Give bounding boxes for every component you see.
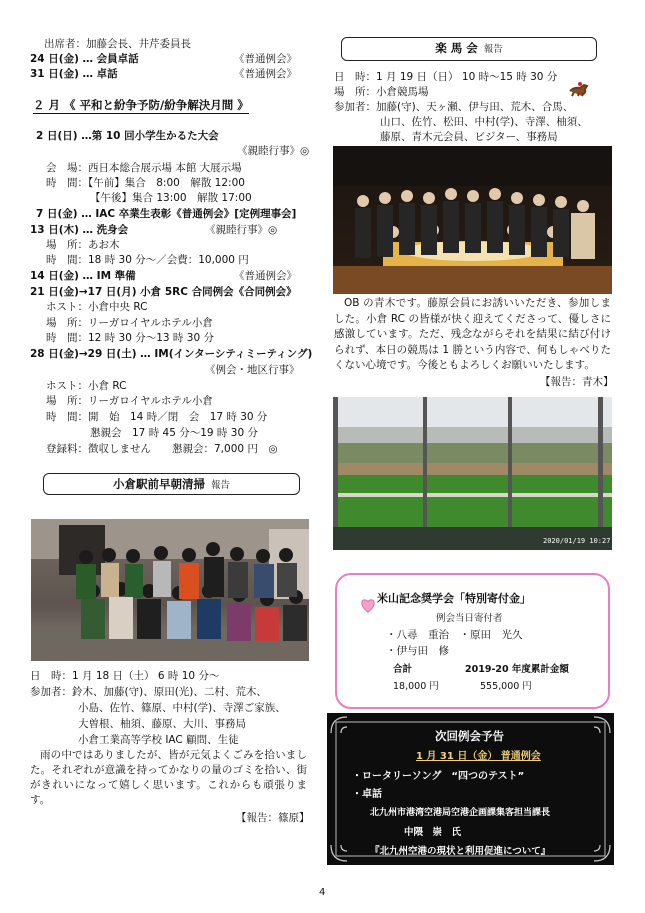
event-line: 《普通例会》	[234, 270, 297, 282]
event-line: 14 日(金) … IM 準備	[30, 270, 136, 282]
next-meeting-title: 次回例会予告	[435, 729, 504, 743]
keiba-info: 場 所：小倉競馬場	[334, 86, 429, 98]
next-meeting-item: 中隈 崇 氏	[404, 827, 462, 838]
cleanup-info: 小倉工業高等学校 IAC 顧問、生徒	[78, 734, 239, 746]
keiba-info: 参加者：加藤(守)、天ヶ瀬、伊与田、荒木、合馬、	[334, 101, 574, 113]
event-line: 時 間：開 始 14 時／閉 会 17 時 30 分	[46, 411, 268, 423]
keiba-info: 日 時：1 月 19 日（日） 10 時～15 時 30 分	[334, 71, 558, 83]
event-line: 時 間：12 時 30 分～13 時 30 分	[46, 332, 214, 344]
cleanup-group-photo	[31, 519, 309, 661]
keiba-info: 山口、佐竹、松田、中村(学)、寺澤、柚須、	[380, 116, 588, 128]
event-line: 場 所：リーガロイヤルホテル小倉	[46, 317, 213, 329]
event-line: 場 所：あお木	[46, 239, 120, 251]
cleanup-info: 参加者：鈴木、加藤(守)、原田(光)、二村、荒木、	[30, 686, 267, 698]
event-line: 13 日(木) … 洗身会	[30, 224, 129, 236]
cleanup-info: 大曽根、柚須、藤原、大川、事務局	[78, 718, 246, 730]
cleanup-title-sub: 報告	[210, 480, 230, 491]
keiba-title-box	[341, 37, 597, 61]
cleanup-title-box	[43, 473, 300, 495]
yoneyama-title: 米山記念奨学会「特別寄付金」	[377, 592, 531, 605]
jan31-event: 31 日(金) … 卓話	[30, 68, 118, 80]
event-line: 場 所：リーガロイヤルホテル小倉	[46, 395, 213, 407]
jan24-event: 24 日(金) … 会員卓話	[30, 53, 139, 65]
cleanup-info: 小島、佐竹、篠原、中村(学)、寺澤ご家族、	[78, 702, 286, 714]
keiba-title-sub: 報告	[483, 44, 503, 55]
attendees: 出席者：加藤会長、井芹委員長	[44, 38, 191, 50]
event-line: 時 間：【午前】集合 8:00 解散 12:00	[46, 177, 245, 189]
keiba-report: 【報告：青木】	[540, 376, 614, 388]
jan31-tag: 《普通例会》	[234, 68, 297, 80]
event-line: ホスト：小倉 RC	[46, 380, 127, 392]
cleanup-report: 【報告：篠原】	[236, 812, 310, 824]
event-line: 【午後】集合 13:00 解散 17:00	[90, 192, 252, 204]
yoneyama-subtitle: 例会当日寄付者	[436, 613, 503, 624]
cumulative-value: 555,000 円	[480, 681, 532, 692]
event-line: 登録料：徴収しません 懇親会：7,000 円 ◎	[46, 443, 278, 455]
cumulative-label: 2019-20 年度累計金額	[465, 664, 569, 675]
keiba-group-photo	[333, 146, 612, 294]
feb-heading: ２ 月 《 平和と紛争予防/紛争解決月間 》	[33, 98, 249, 112]
cleanup-paragraph: 雨の中ではありましたが、皆が元気よくごみを拾いました。それぞれが意識を持ってかなりの量のゴミを拾い、街がきれいになって嬉しく思います。これからも頑張ります。	[30, 749, 307, 806]
heart-icon	[359, 597, 377, 615]
event-line: 会 場：西日本総合展示場 本館 大展示場	[46, 162, 242, 174]
keiba-info: 藤原、青木元会員、ビジター、事務局	[380, 131, 558, 143]
next-meeting-item: 北九州市港湾空港局空港企画課集客担当課長	[370, 808, 551, 818]
event-line: 21 日(金)→17 日(月) 小倉 5RC 合同例会《合同例会》	[30, 286, 297, 298]
event-line: 7 日(金) … IAC 卒業生表彰《普通例会》[定例理事会]	[36, 208, 297, 220]
keiba-paragraph: OB の青木です。藤原会員にお誘いいただき、参加しました。小倉 RC の皆様が快く迎えてくださって、優しさに感激しています。ただ、残念ながらそれを結果に結び付けられず、本日の競馬は 1 勝という内容で、何もしゃべりたくない心境です。今後ともよろしくお願いいたします。	[334, 297, 611, 371]
page-number: 4	[319, 887, 326, 898]
donors-line: ・伊与田 修	[386, 645, 449, 657]
next-meeting-item: ・ロータリーソング “四つのテスト”	[352, 771, 525, 782]
donors-line: ・八尋 重治 ・原田 光久	[386, 629, 523, 641]
event-line: ホスト：小倉中央 RC	[46, 301, 148, 313]
next-meeting-item: ・卓話	[352, 789, 382, 800]
keiba-title: 楽 馬 会	[435, 41, 478, 55]
event-line: 時 間：18 時 30 分～／会費：10,000 円	[46, 254, 249, 266]
event-line: 《例会・地区行事》	[205, 364, 300, 376]
next-meeting-item: 『北九州空港の現状と利用促進について』	[370, 846, 551, 857]
event-line: 2 日(日) …第 10 回小学生かるた大会	[36, 130, 219, 142]
cleanup-title: 小倉駅前早朝清掃	[112, 477, 205, 491]
horse-jockey-icon	[568, 81, 588, 95]
event-line: 28 日(金)→29 日(土) … IM(インターシティミーティング)	[30, 348, 313, 360]
total-label: 合計	[393, 664, 413, 675]
event-line: 《親睦行事》◎	[205, 224, 278, 236]
total-value: 18,000 円	[393, 681, 439, 692]
event-line: 懇親会 17 時 45 分～19 時 30 分	[90, 427, 258, 439]
jan24-tag: 《普通例会》	[234, 53, 297, 65]
racetrack-photo	[333, 397, 612, 550]
event-line: 《親睦行事》◎	[237, 145, 310, 157]
cleanup-info: 日 時：1 月 18 日（土） 6 時 10 分～	[30, 670, 220, 682]
next-meeting-date: 1 月 31 日（金） 普通例会	[416, 751, 541, 762]
photo-timestamp: 2020/01/19 10:27	[543, 537, 611, 545]
